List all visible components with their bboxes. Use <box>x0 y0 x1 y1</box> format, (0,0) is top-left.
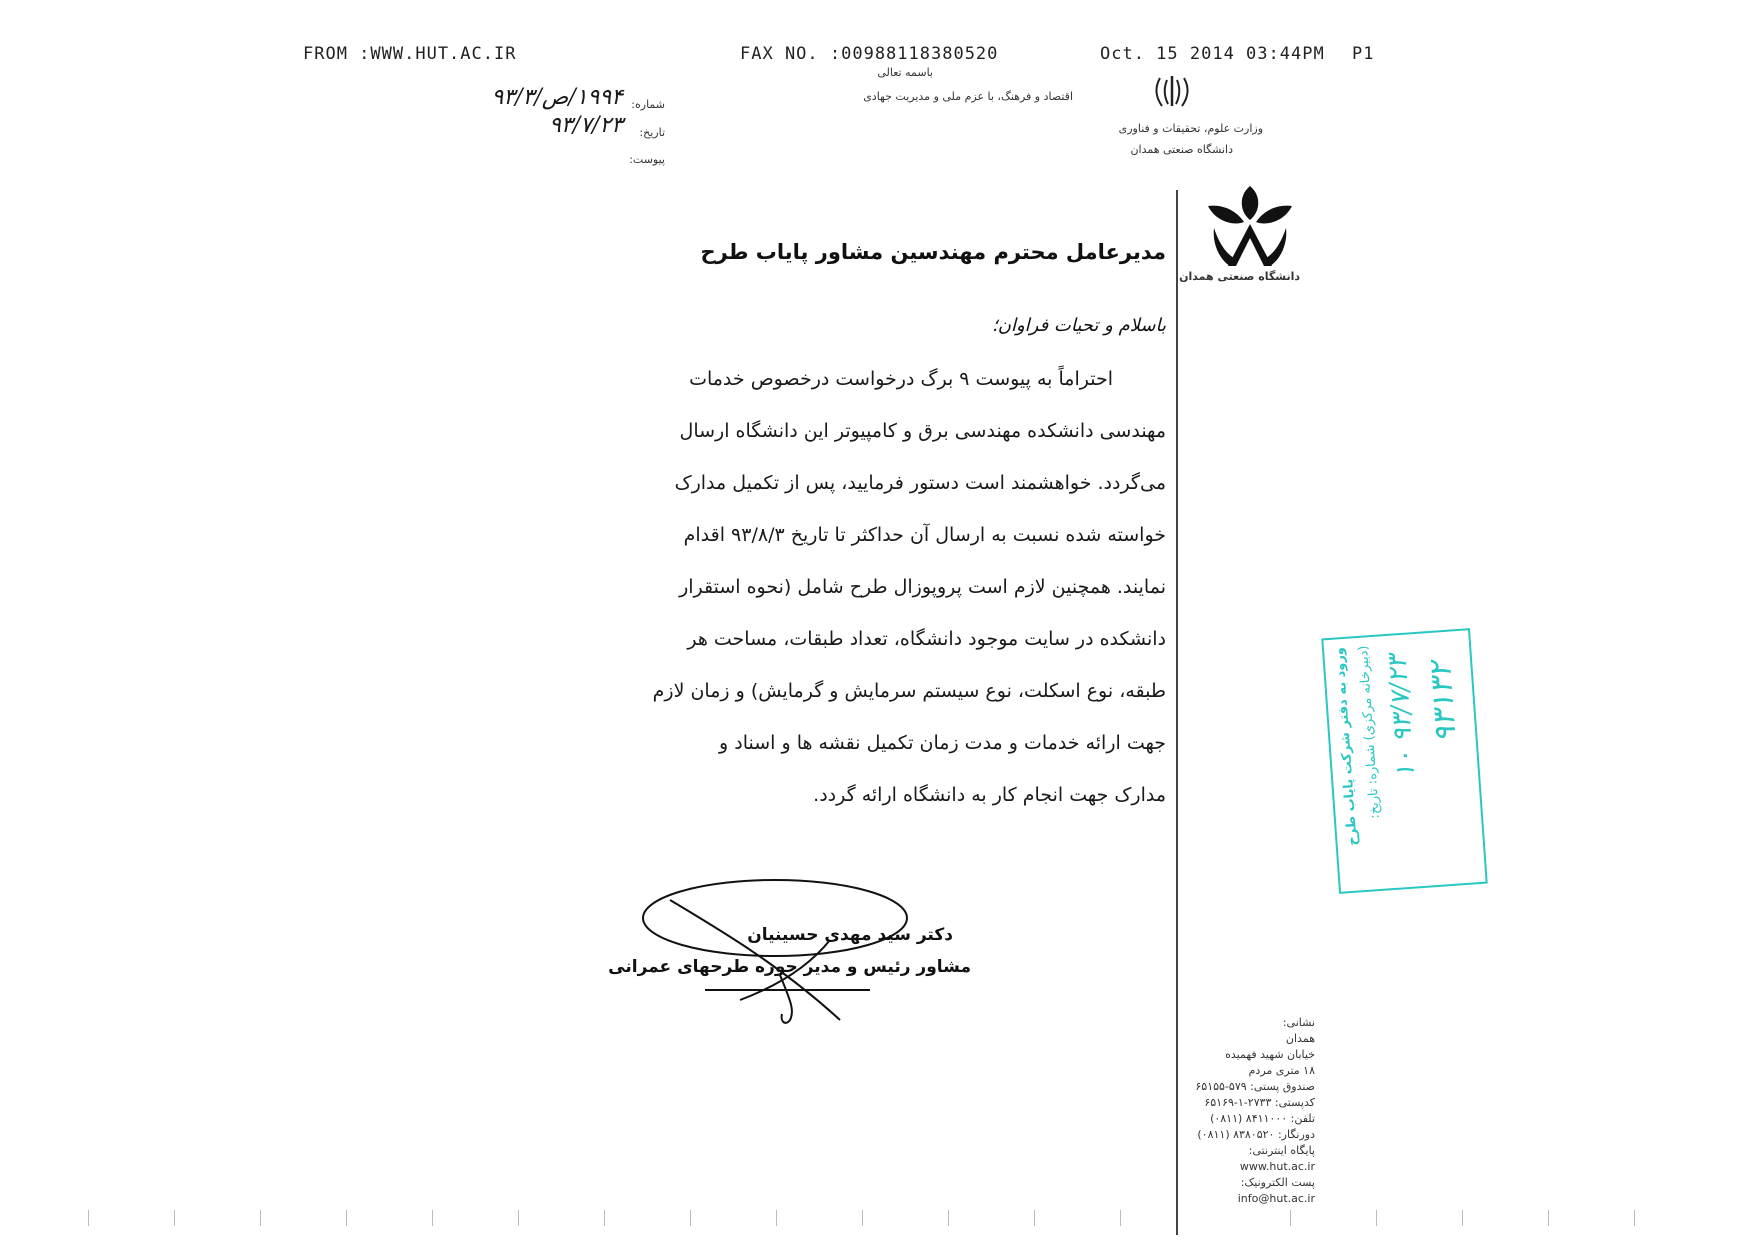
body-line: می‌گردد. خواهشمند است دستور فرمایید، پس از تکمیل مدارک <box>674 472 1166 494</box>
received-stamp <box>1321 628 1487 894</box>
fax-datetime: Oct. 15 2014 03:44PM <box>1100 44 1325 64</box>
reference-number-label: شماره: <box>631 98 665 111</box>
iran-emblem-icon <box>1150 72 1194 112</box>
address-line: نشانی: <box>1282 1016 1315 1029</box>
body-line: مهندسی دانشکده مهندسی برق و کامپیوتر این دانشگاه ارسال <box>679 420 1166 442</box>
fax-from: FROM :WWW.HUT.AC.IR <box>303 44 517 64</box>
body-line: نمایند. همچنین لازم است پروپوزال طرح شامل (نحوه استقرار <box>679 576 1166 598</box>
letterhead-divider <box>1176 190 1178 1235</box>
signatory-name: دکتر سید مهدی حسینیان <box>747 925 953 945</box>
fax-page-number: P1 <box>1352 44 1375 64</box>
reference-date-label: تاریخ: <box>639 126 665 139</box>
university-logo-caption: دانشگاه صنعتی همدان <box>1179 270 1300 283</box>
stamp-line-1: ورود به دفتر شرکت پایاب طرح <box>1331 646 1361 847</box>
university-logo-icon <box>1200 182 1300 274</box>
body-line: طبقه، نوع اسکلت، نوع سیستم سرمایش و گرمایش) و زمان لازم <box>652 680 1166 702</box>
greeting: باسلام و تحیات فراوان؛ <box>992 315 1166 336</box>
body-line: مدارک جهت انجام کار به دانشگاه ارائه گردد. <box>813 784 1166 806</box>
body-line: جهت ارائه خدمات و مدت زمان تکمیل نقشه ها و اسناد و <box>719 732 1166 754</box>
year-motto: اقتصاد و فرهنگ، با عزم ملی و مدیریت جهادی <box>863 90 1073 103</box>
recipient-line: مدیرعامل محترم مهندسین مشاور پایاب طرح <box>700 240 1166 264</box>
address-line: پست الکترونیک: <box>1240 1176 1315 1189</box>
address-line: دورنگار: ۸۳۸۰۵۲۰ (۰۸۱۱) <box>1197 1128 1315 1141</box>
stamp-line-3: ۹۳/۷/۲۳ ۱۰ <box>1382 654 1422 780</box>
university-name-header: دانشگاه صنعتی همدان <box>1130 143 1233 156</box>
address-line: تلفن: ۸۴۱۱۰۰۰ (۰۸۱۱) <box>1210 1112 1315 1125</box>
address-email[interactable]: info@hut.ac.ir <box>1237 1192 1315 1205</box>
basmala: باسمه تعالی <box>877 66 933 79</box>
reference-date-value: ۹۳/۷/۲۳ <box>549 113 623 138</box>
stamp-line-2: (دبیرخانه مرکزی) شماره: تاریخ: <box>1355 645 1383 820</box>
reference-number-value: ۱۹۹۴/ص/۹۳/۳ <box>491 85 623 110</box>
body-line: دانشکده در سایت موجود دانشگاه، تعداد طبقات، مساحت هر <box>687 628 1166 650</box>
fax-number: FAX NO. :00988118380520 <box>740 44 999 64</box>
body-line: خواسته شده نسبت به ارسال آن حداکثر تا تاریخ ۹۳/۸/۳ اقدام <box>683 524 1166 546</box>
address-line: صندوق پستی: ۵۷۹-۶۵۱۵۵ <box>1195 1080 1315 1093</box>
ministry-name: وزارت علوم، تحقیقات و فناوری <box>1118 122 1263 135</box>
address-line: ۱۸ متری مردم <box>1248 1064 1315 1077</box>
signatory-title: مشاور رئیس و مدیر حوزه طرحهای عمرانی <box>608 957 971 977</box>
body-line: احتراماً به پیوست ۹ برگ درخواست درخصوص خدمات <box>689 368 1113 390</box>
address-line: کدپستی: ۲۷۳۳-۱-۶۵۱۶۹ <box>1204 1096 1315 1109</box>
signature-scribble <box>630 870 950 1030</box>
address-line: خیابان شهید فهمیده <box>1225 1048 1315 1061</box>
address-website[interactable]: www.hut.ac.ir <box>1239 1160 1315 1173</box>
address-line: پایگاه اینترنتی: <box>1248 1144 1315 1157</box>
stamp-line-4: ۹۳۱۳۲ <box>1423 661 1464 744</box>
reference-attachment-label: پیوست: <box>629 153 665 166</box>
address-line: همدان <box>1285 1032 1315 1045</box>
